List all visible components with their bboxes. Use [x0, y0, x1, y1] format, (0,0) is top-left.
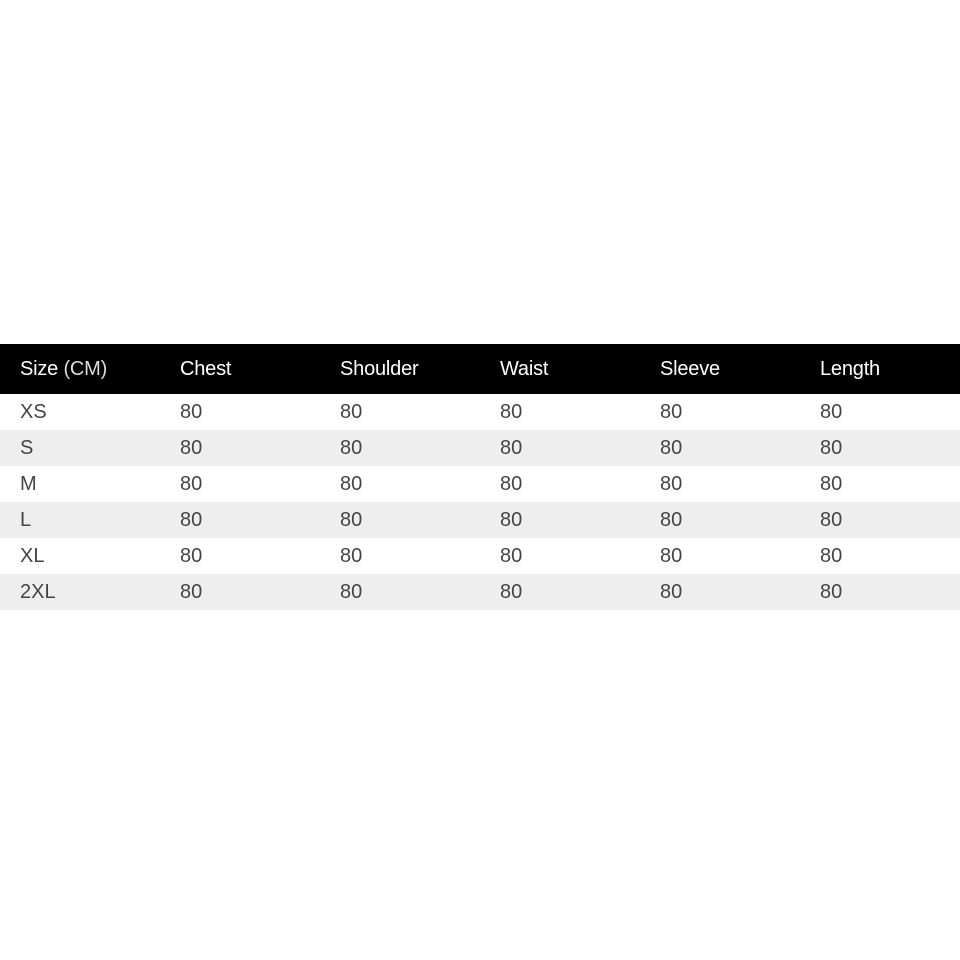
- size-cell: XL: [20, 544, 45, 567]
- chest-cell: 80: [180, 400, 203, 423]
- sleeve-cell: 80: [660, 580, 683, 603]
- table-row: [0, 574, 960, 610]
- waist-cell: 80: [500, 508, 523, 531]
- chest-cell: 80: [180, 544, 203, 567]
- sleeve-cell: 80: [660, 400, 683, 423]
- waist-cell: 80: [500, 436, 523, 459]
- size-header-unit: (CM): [63, 357, 108, 380]
- shoulder-cell: 80: [340, 544, 363, 567]
- table-header-row: [0, 344, 960, 394]
- waist-cell: 80: [500, 580, 523, 603]
- length-cell: 80: [820, 472, 843, 495]
- length-cell: 80: [820, 544, 843, 567]
- shoulder-cell: 80: [340, 472, 363, 495]
- length-cell: 80: [820, 400, 843, 423]
- shoulder-cell: 80: [340, 400, 363, 423]
- sleeve-cell: 80: [660, 472, 683, 495]
- length-cell: 80: [820, 436, 843, 459]
- size-cell: M: [20, 472, 37, 495]
- column-header-sleeve: Sleeve: [660, 357, 720, 380]
- column-header-size: [0, 344, 160, 394]
- size-cell: S: [20, 436, 34, 459]
- shoulder-cell: 80: [340, 436, 363, 459]
- length-cell: 80: [820, 580, 843, 603]
- waist-cell: 80: [500, 400, 523, 423]
- sleeve-cell: 80: [660, 544, 683, 567]
- sleeve-cell: 80: [660, 436, 683, 459]
- table-row: [0, 430, 960, 466]
- chest-cell: 80: [180, 580, 203, 603]
- size-cell: L: [20, 508, 32, 531]
- size-header-label: Size: [20, 357, 59, 380]
- size-cell: 2XL: [20, 580, 56, 603]
- chest-cell: 80: [180, 472, 203, 495]
- table-row: [0, 538, 960, 574]
- size-chart-table: [0, 344, 960, 610]
- length-cell: 80: [820, 508, 843, 531]
- table-row: [0, 466, 960, 502]
- column-header-length: Length: [820, 357, 880, 380]
- column-header-chest: Chest: [180, 357, 232, 380]
- size-cell: XS: [20, 400, 47, 423]
- sleeve-cell: 80: [660, 508, 683, 531]
- table-row: [0, 394, 960, 430]
- column-header-waist: Waist: [500, 357, 549, 380]
- column-header-shoulder: Shoulder: [340, 357, 419, 380]
- chest-cell: 80: [180, 436, 203, 459]
- chest-cell: 80: [180, 508, 203, 531]
- shoulder-cell: 80: [340, 580, 363, 603]
- waist-cell: 80: [500, 472, 523, 495]
- shoulder-cell: 80: [340, 508, 363, 531]
- table-row: [0, 502, 960, 538]
- waist-cell: 80: [500, 544, 523, 567]
